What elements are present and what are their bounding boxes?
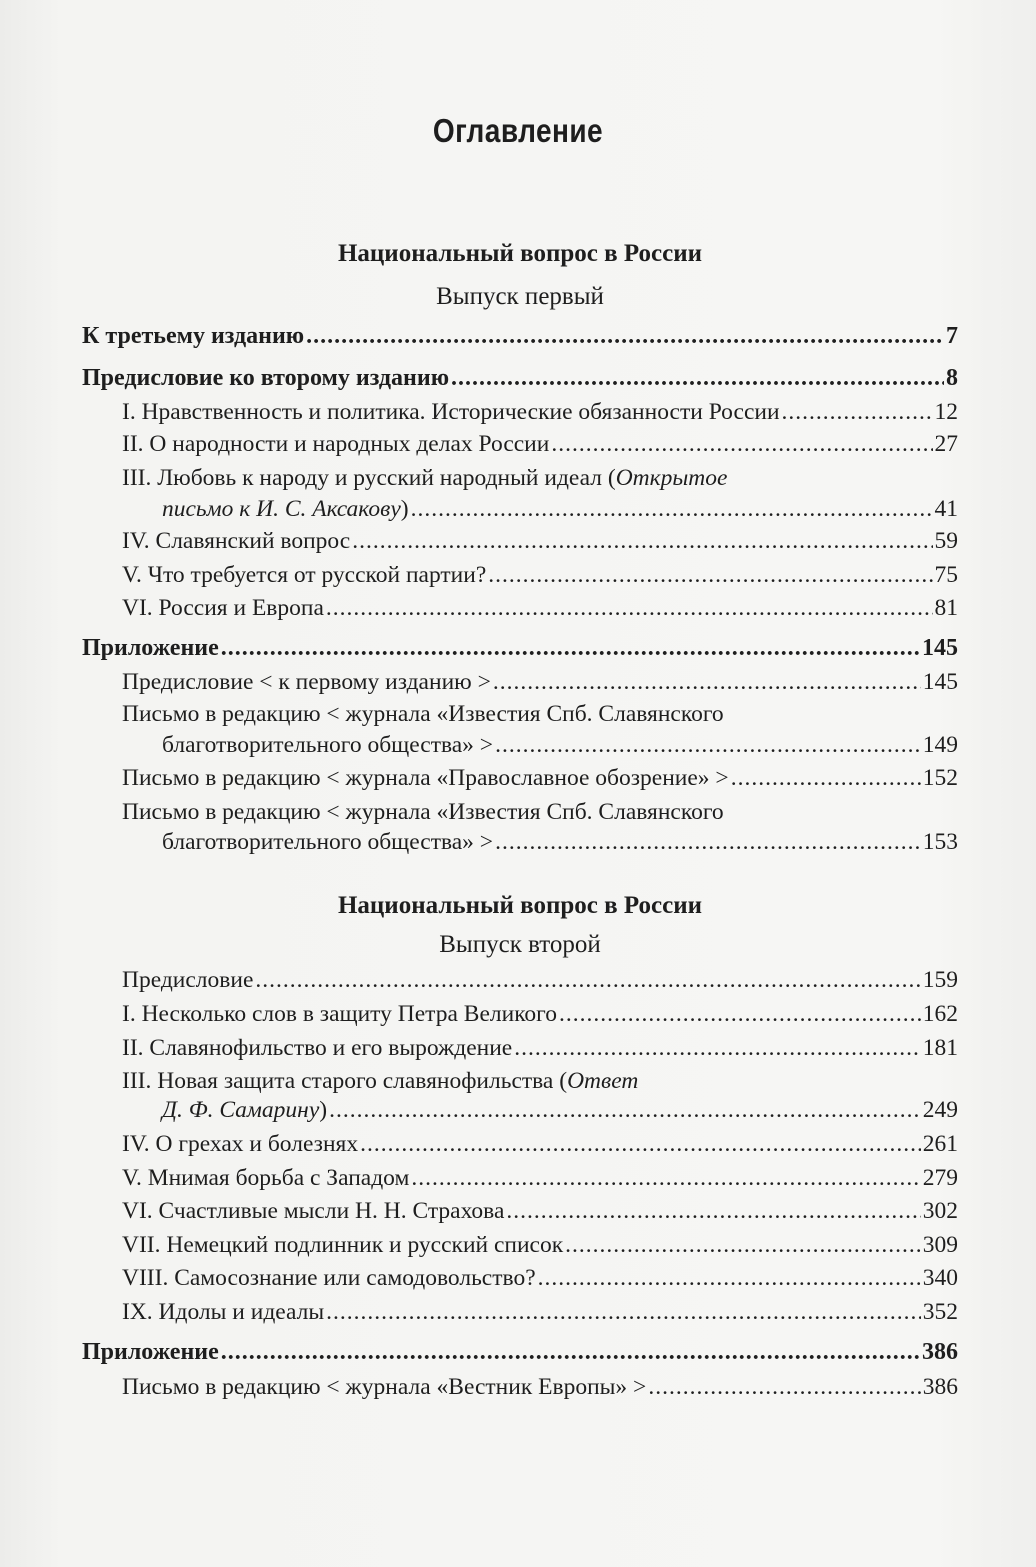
entry-label-cont [122, 493, 409, 525]
entry-label: VI. Счастливые мысли Н. Н. Страхова [122, 1198, 505, 1224]
entry-page: 153 [922, 829, 958, 855]
entry-label: IX. Идолы и идеалы [122, 1299, 325, 1325]
entry-page: 75 [934, 562, 958, 588]
entry-label: Письмо в редакцию < журнала «Вестник Европы» > [122, 1374, 647, 1400]
entry-label: V. Что требуется от русской партии? [122, 562, 487, 588]
entry-page: 145 [922, 635, 958, 661]
entry-page: 309 [922, 1232, 958, 1258]
entry-label: Письмо в редакцию < журнала «Известия Спб. Славянского [122, 799, 724, 825]
entry-page: 352 [922, 1299, 958, 1325]
dot-leader [306, 320, 944, 352]
entry-label: Письмо в редакцию < журнала «Православное обозрение» > [122, 765, 729, 791]
toc-entry[interactable] [82, 632, 958, 664]
entry-page: 149 [922, 732, 958, 758]
entry-label-cont: благотворительного общества» > [162, 732, 494, 758]
entry-page: 7 [946, 323, 958, 349]
toc-entry[interactable] [122, 525, 958, 557]
entry-label: Приложение [82, 1339, 219, 1365]
entry-label: IV. Славянский вопрос [122, 528, 351, 554]
entry-page: 302 [922, 1198, 958, 1224]
dot-leader [495, 826, 921, 858]
entry-page: 159 [922, 967, 958, 993]
part2-heading: Национальный вопрос в России [337, 892, 703, 919]
entry-label-cont [122, 1094, 327, 1126]
entry-label-italic: Открытое [615, 465, 728, 491]
entry-label: Предисловие < к первому изданию > [122, 669, 491, 695]
dot-leader [221, 632, 920, 664]
entry-page: 261 [922, 1131, 958, 1157]
part2-subheading: Выпуск второй [439, 931, 601, 958]
page-title: Оглавление [432, 112, 604, 149]
toc-entry[interactable] [122, 396, 958, 428]
dot-leader [221, 1336, 920, 1368]
entry-label: I. Несколько слов в защиту Петра Великого [122, 1001, 557, 1027]
entry-page: 145 [922, 669, 958, 695]
entry-page: 12 [934, 399, 958, 425]
toc-entry[interactable] [122, 592, 958, 624]
dot-leader [538, 1262, 921, 1294]
entry-label-end: ) [319, 1097, 328, 1123]
entry-label: III. Любовь к народу и русский народный идеал ( [122, 465, 616, 491]
toc-entry[interactable] [82, 320, 958, 352]
toc-entry[interactable] [122, 1162, 958, 1194]
dot-leader [326, 592, 933, 624]
toc-entry[interactable] [122, 1128, 958, 1160]
toc-entry-line1[interactable] [122, 1065, 958, 1097]
entry-page: 81 [934, 595, 958, 621]
entry-page: 340 [922, 1265, 958, 1291]
entry-page: 8 [946, 365, 958, 391]
entry-label: V. Мнимая борьба с Западом [122, 1165, 410, 1191]
entry-page: 41 [934, 496, 958, 522]
dot-leader [352, 525, 932, 557]
entry-label: II. О народности и народных делах России [122, 431, 550, 457]
toc-entry[interactable] [122, 559, 958, 591]
entry-page: 152 [922, 765, 958, 791]
dot-leader [551, 428, 932, 460]
entry-label: Приложение [82, 635, 219, 661]
dot-leader [565, 1229, 921, 1261]
toc-entry[interactable] [82, 1336, 958, 1368]
dot-leader [488, 559, 932, 591]
toc-entry[interactable] [122, 1195, 958, 1227]
entry-label-italic: Д. Ф. Самарину [162, 1097, 320, 1123]
part1-heading: Национальный вопрос в России [337, 240, 703, 267]
toc-entry[interactable] [122, 1262, 958, 1294]
entry-page: 249 [922, 1097, 958, 1123]
entry-label-italic: Ответ [567, 1068, 639, 1094]
entry-label: VII. Немецкий подлинник и русский список [122, 1232, 564, 1258]
toc-entry[interactable] [122, 1229, 958, 1261]
dot-leader [559, 998, 921, 1030]
toc-entry[interactable] [122, 729, 958, 761]
toc-entry[interactable] [122, 666, 958, 698]
toc-entry[interactable] [122, 964, 958, 996]
dot-leader [329, 1094, 921, 1126]
toc-entry[interactable] [122, 428, 958, 460]
dot-leader [731, 762, 921, 794]
toc-entry[interactable] [122, 1032, 958, 1064]
dot-leader [493, 666, 921, 698]
toc-entry[interactable] [122, 1094, 958, 1126]
toc-entry[interactable] [122, 1371, 958, 1403]
toc-entry[interactable] [82, 362, 958, 394]
entry-label: IV. О грехах и болезнях [122, 1131, 359, 1157]
entry-page: 59 [934, 528, 958, 554]
dot-leader [648, 1371, 920, 1403]
toc-entry-line1[interactable] [122, 462, 958, 494]
entry-label: Предисловие [122, 967, 254, 993]
part1-subheading: Выпуск первый [436, 283, 604, 310]
entry-label: II. Славянофильство и его вырождение [122, 1035, 513, 1061]
entry-label: К третьему изданию [82, 323, 305, 349]
entry-page: 386 [922, 1339, 958, 1365]
toc-entry-line1[interactable] [122, 698, 958, 730]
toc-entry[interactable] [122, 493, 958, 525]
toc-entry-line1[interactable] [122, 796, 958, 828]
dot-leader [495, 729, 921, 761]
toc-entry[interactable] [122, 1296, 958, 1328]
entry-label: VIII. Самосознание или самодовольство? [122, 1265, 536, 1291]
entry-label-cont: благотворительного общества» > [162, 829, 494, 855]
dot-leader [411, 493, 933, 525]
dot-leader [360, 1128, 921, 1160]
entry-page: 386 [922, 1374, 958, 1400]
entry-label: Предисловие ко второму изданию [82, 365, 450, 391]
dot-leader [506, 1195, 920, 1227]
entry-label: I. Нравственность и политика. Исторические обязанности России [122, 399, 780, 425]
dot-leader [782, 396, 933, 428]
dot-leader [514, 1032, 921, 1064]
entry-label: Письмо в редакцию < журнала «Известия Спб. Славянского [122, 701, 724, 727]
entry-page: 279 [922, 1165, 958, 1191]
toc-entry[interactable] [122, 826, 958, 858]
entry-page: 27 [934, 431, 958, 457]
entry-page: 181 [922, 1035, 958, 1061]
dot-leader [451, 362, 944, 394]
entry-label-italic: письмо к И. С. Аксакову [162, 496, 401, 522]
toc-entry[interactable] [122, 998, 958, 1030]
entry-page: 162 [922, 1001, 958, 1027]
dot-leader [255, 964, 920, 996]
entry-label: III. Новая защита старого славянофильства ( [122, 1068, 568, 1094]
dot-leader [411, 1162, 920, 1194]
toc-entry[interactable] [122, 762, 958, 794]
entry-label: VI. Россия и Европа [122, 595, 324, 621]
entry-label-end: ) [400, 496, 409, 522]
dot-leader [326, 1296, 921, 1328]
